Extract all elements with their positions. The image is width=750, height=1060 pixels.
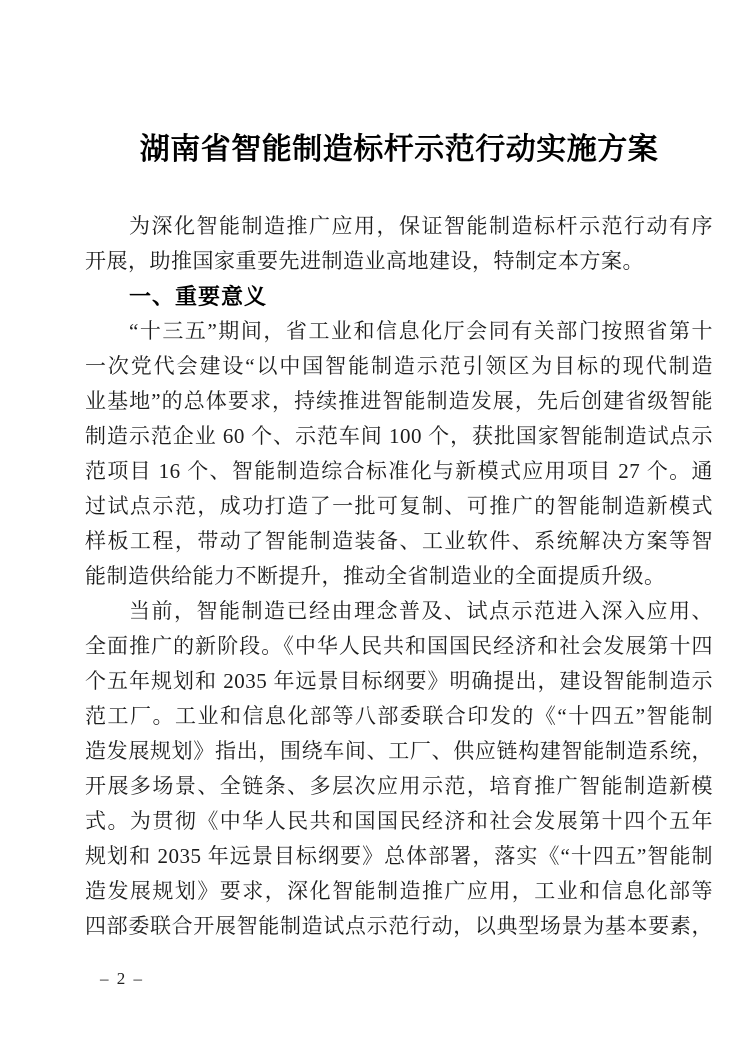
text-line: 开展，助推国家重要先进制造业高地建设，特制定本方案。 <box>85 249 644 273</box>
text-line: 为深化智能制造推广应用，保证智能制造标杆示范行动有序 <box>129 214 713 238</box>
text-line: 造发展规划》指出，围绕车间、工厂、供应链构建智能制造系统， <box>85 739 713 763</box>
text-line: 开展多场景、全链条、多层次应用示范，培育推广智能制造新模 <box>85 774 713 798</box>
text-line: 范工厂。工业和信息化部等八部委联合印发的《“十四五”智能制 <box>85 704 713 728</box>
text-line: 能制造供给能力不断提升，推动全省制造业的全面提质升级。 <box>85 564 666 588</box>
text-line: 全面推广的新阶段。《中华人民共和国国民经济和社会发展第十四 <box>85 634 713 658</box>
text-line: 范项目 16 个、智能制造综合标准化与新模式应用项目 27 个。通 <box>85 459 713 483</box>
text-line: 规划和 2035 年远景目标纲要》总体部署，落实《“十四五”智能制 <box>85 844 713 868</box>
document-content <box>85 0 713 1060</box>
text-line: 业基地”的总体要求，持续推进智能制造发展，先后创建省级智能 <box>85 389 713 413</box>
section-heading: 一、重要意义 <box>129 284 268 309</box>
text-line: 过试点示范，成功打造了一批可复制、可推广的智能制造新模式 <box>85 494 713 518</box>
text-line: 式。为贯彻《中华人民共和国国民经济和社会发展第十四个五年 <box>85 809 713 833</box>
document-title: 湖南省智能制造标杆示范行动实施方案 <box>139 133 659 166</box>
text-line: 四部委联合开展智能制造试点示范行动，以典型场景为基本要素， <box>85 914 713 938</box>
text-line: 一次党代会建设“以中国智能制造示范引领区为目标的现代制造 <box>85 354 713 378</box>
text-line: 制造示范企业 60 个、示范车间 100 个，获批国家智能制造试点示 <box>85 424 713 448</box>
text-line: “十三五”期间，省工业和信息化厅会同有关部门按照省第十 <box>129 319 713 343</box>
page-number: – 2 – <box>100 969 144 988</box>
text-line: 当前，智能制造已经由理念普及、试点示范进入深入应用、 <box>129 599 713 623</box>
text-line: 样板工程，带动了智能制造装备、工业软件、系统解决方案等智 <box>85 529 713 553</box>
text-line: 造发展规划》要求，深化智能制造推广应用，工业和信息化部等 <box>85 879 713 903</box>
text-line: 个五年规划和 2035 年远景目标纲要》明确提出，建设智能制造示 <box>85 669 713 693</box>
document-body <box>85 209 713 944</box>
